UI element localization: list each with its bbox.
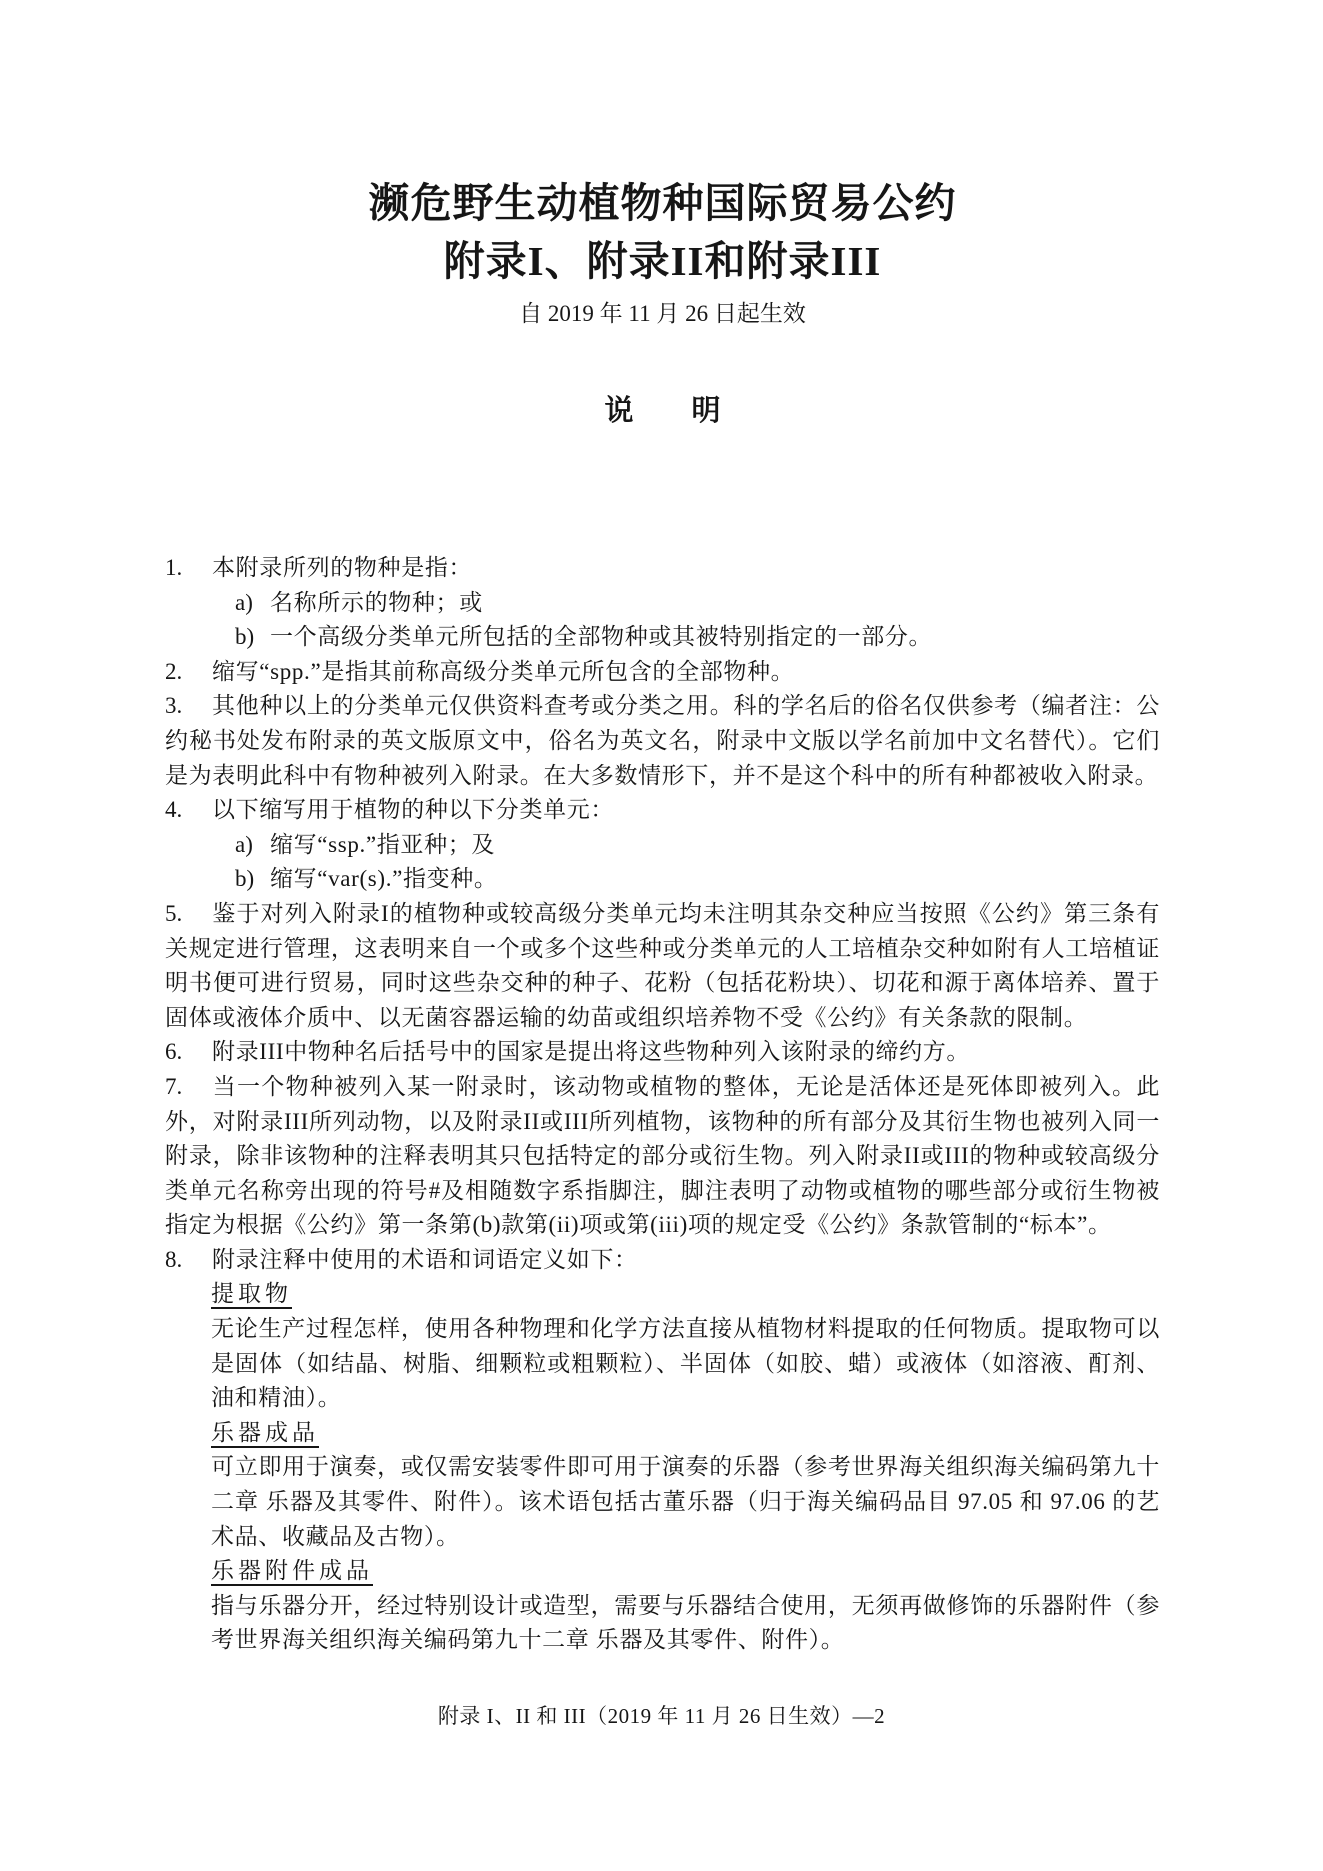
note-text: 当一个物种被列入某一附录时，该动物或植物的整体，无论是活体还是死体即被列入。此外，对附录III所列动物，以及附录II或III所列植物，该物种的所有部分及其衍生物也被列入同一附录，除非该物种的注释表明其只包括特定的部分或衍生物。列入附录II或III的物种或较高级分类单元名称旁出现的符号#及相随数字系指脚注，脚注表明了动物或植物的哪些部分或衍生物被指定为根据《公约》第一条第(b)款第(ii)项或第(iii)项的规定受《公约》条款管制的“标本”。: [165, 1073, 1160, 1238]
note-text: 本附录所列的物种是指：: [212, 555, 473, 580]
subitem-text: 缩写“ssp.”指亚种；及: [270, 831, 496, 857]
notes-list: [165, 551, 1160, 1658]
document-title: 濒危野生动植物种国际贸易公约: [368, 180, 957, 226]
definition-term-extract: [211, 1277, 1160, 1312]
effective-date: 自 2019 年 11 月 26 日起生效: [519, 301, 806, 326]
document-header: [165, 176, 1160, 329]
definition-term-instrument-accessory: [211, 1554, 1160, 1589]
subitem-label: a): [235, 589, 253, 615]
note-subitem-4b: [165, 862, 1160, 897]
subitem-text: 名称所示的物种；或: [270, 589, 483, 615]
note-item-6: [165, 1035, 1160, 1070]
definition-term-text: 乐器成品: [211, 1420, 319, 1448]
section-heading: 说 明: [604, 395, 721, 427]
note-number: 8.: [165, 1246, 183, 1272]
subitem-text: 一个高级分类单元所包括的全部物种或其被特别指定的一部分。: [270, 624, 933, 650]
document-subtitle: 附录I、附录II和附录III: [443, 238, 882, 284]
definition-term-finished-instrument: [211, 1416, 1160, 1451]
definition-term-text: 乐器附件成品: [211, 1558, 373, 1586]
subitem-label: b): [235, 624, 255, 650]
subitem-text: 缩写“var(s).”指变种。: [270, 866, 498, 892]
definitions-block: [211, 1277, 1160, 1658]
note-text: 缩写“spp.”是指其前称高级分类单元所包含的全部物种。: [212, 658, 795, 684]
page-footer: 附录 I、II 和 III（2019 年 11 月 26 日生效）—2: [437, 1704, 886, 1728]
note-number: 3.: [165, 693, 183, 719]
note-number: 5.: [165, 900, 183, 926]
definition-body-extract: 无论生产过程怎样，使用各种物理和化学方法直接从植物材料提取的任何物质。提取物可以是固体（如结晶、树脂、细颗粒或粗颗粒）、半固体（如胶、蜡）或液体（如溶液、酊剂、油和精油）。: [211, 1316, 1160, 1411]
note-text: 以下缩写用于植物的种以下分类单元：: [212, 797, 615, 823]
definition-body-finished-instrument: 可立即用于演奏，或仅需安装零件即可用于演奏的乐器（参考世界海关组织海关编码第九十二章 乐器及其零件、附件）。该术语包括古董乐器（归于海关编码品目 97.05 和 97.06 的艺术品、收藏品及古物）。: [211, 1454, 1160, 1549]
note-item-5: [165, 897, 1160, 1035]
note-text: 附录注释中使用的术语和词语定义如下：: [212, 1246, 638, 1272]
note-text: 鉴于对列入附录I的植物种或较高级分类单元均未注明其杂交种应当按照《公约》第三条有关规定进行管理，这表明来自一个或多个这些种或分类单元的人工培植杂交种如附有人工培植证明书便可进行贸易，同时这些杂交种的种子、花粉（包括花粉块）、切花和源于离体培养、置于固体或液体介质中、以无菌容器运输的幼苗或组织培养物不受《公约》有关条款的限制。: [165, 900, 1160, 1030]
subitem-label: b): [235, 866, 255, 892]
note-item-3: [165, 689, 1160, 793]
note-item-2: [165, 655, 1160, 690]
subitem-label: a): [235, 831, 253, 857]
note-number: 1.: [165, 555, 183, 580]
note-number: 4.: [165, 797, 183, 823]
note-text: 其他种以上的分类单元仅供资料查考或分类之用。科的学名后的俗名仅供参考（编者注：公约秘书处发布附录的英文版原文中，俗名为英文名，附录中文版以学名前加中文名替代）。它们是为表明此科中有物种被列入附录。在大多数情形下，并不是这个科中的所有种都被收入附录。: [165, 693, 1160, 788]
note-item-4: [165, 793, 1160, 828]
note-subitem-1b: [165, 620, 1160, 655]
definition-body-instrument-accessory: 指与乐器分开，经过特别设计或造型，需要与乐器结合使用，无须再做修饰的乐器附件（参考世界海关组织海关编码第九十二章 乐器及其零件、附件）。: [211, 1592, 1160, 1653]
note-item-7: [165, 1070, 1160, 1243]
note-item-8: [165, 1243, 1160, 1278]
note-number: 7.: [165, 1073, 183, 1099]
note-item-1: [165, 551, 1160, 586]
note-number: 6.: [165, 1039, 183, 1065]
note-subitem-1a: [165, 586, 1160, 621]
definition-term-text: 提取物: [211, 1281, 292, 1309]
note-subitem-4a: [165, 828, 1160, 863]
note-text: 附录III中物种名后括号中的国家是提出将这些物种列入该附录的缔约方。: [212, 1039, 971, 1065]
note-number: 2.: [165, 658, 183, 684]
